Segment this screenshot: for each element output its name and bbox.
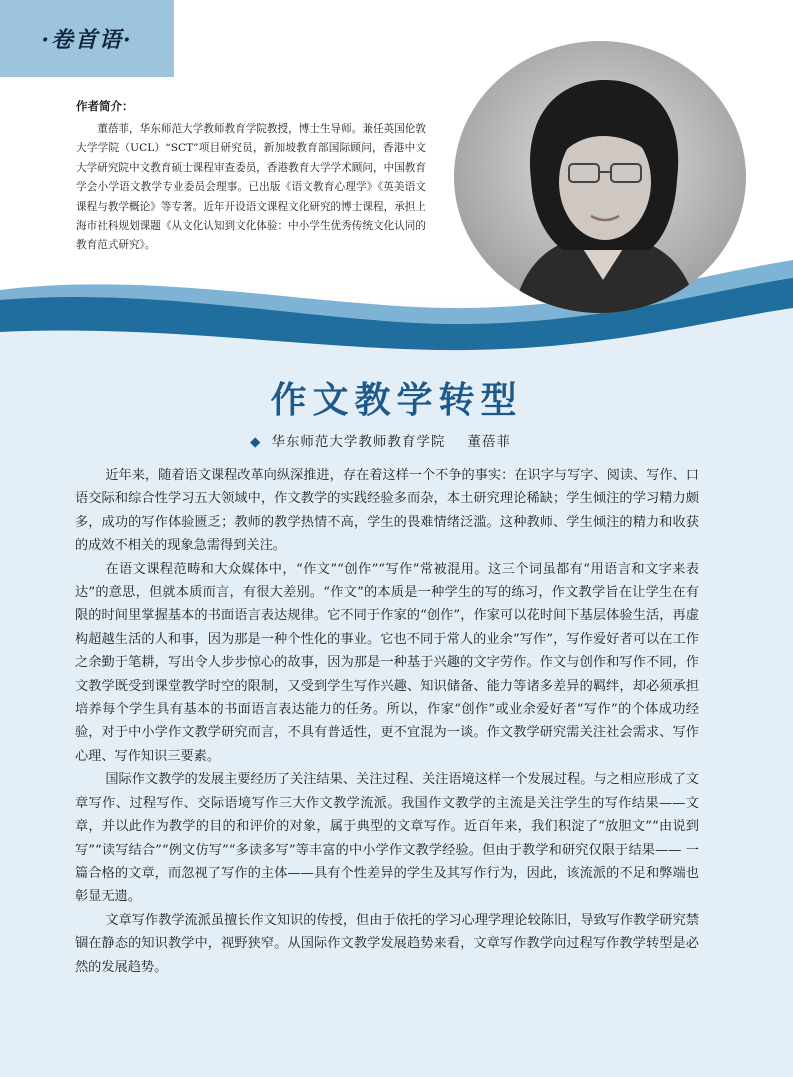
diamond-bullet-icon: ◆ <box>250 434 262 450</box>
byline <box>250 430 511 450</box>
article-body <box>75 464 699 979</box>
author-intro-heading: 作者简介： <box>76 99 134 113</box>
article-paragraph: 在语文课程范畴和大众媒体中，“作文”“创作”“写作”常被混用。这三个词虽都有“用语言和文字来表达”的意思，但就本质而言，有很大差别。“作文”的本质是一种学生的写的练习，作文教学旨在让学生在有限的时间里掌握基本的书面语言表达规律。它不同于作家的“创作”，作家可以花时间下基层体验生活，再虚构超越生活的人和事，因为那是一种个性化的事业。它也不同于常人的业余“写作”，写作爱好者可以在工作之余勤于笔耕，写出令人步步惊心的故事，因为那是一种基于兴趣的文字劳作。作文与创作和写作不同，作文教学既受到课堂教学时空的限制，又受到学生写作兴趣、知识储备、能力等诸多差异的羁绊，却必须承担培养每个学生具有基本的书面语言表达能力的任务。所以，作家“创作”或业余爱好者“写作”的个体成功经验，对于中小学作文教学研究而言，不具有普适性，更不宜混为一谈。作文教学研究需关注社会需求、写作心理、写作知识三要素。 <box>75 561 699 764</box>
author-affiliation: 华东师范大学教师教育学院 <box>271 434 446 450</box>
column-tag: ·卷首语· <box>0 0 174 77</box>
article-title: 作文教学转型 <box>270 379 523 421</box>
article-paragraph: 近年来，随着语文课程改革向纵深推进，存在着这样一个不争的事实：在识字与写字、阅读、写作、口语交际和综合性学习五大领域中，作文教学的实践经验多而杂，本土研究理论稀缺；学生倾注的学习精力颇多，成功的写作体验匮乏；教师的教学热情不高，学生的畏难情绪泛滥。这种教师、学生倾注的精力和收获的成效不相关的现象急需得到关注。 <box>75 468 699 554</box>
author-intro-body: 董蓓菲，华东师范大学教师教育学院教授，博士生导师。兼任英国伦敦大学学院（UCL）“SCT”项目研究员，新加坡教育部国际顾问，香港中文大学研究院中文教育硕士课程审查委员，香港教育大学学术顾问，中国教育学会小学语文教学专业委员会理事。已出版《语文教育心理学》《英美语文课程与教学概论》等专著。近年开设语文课程文化研究的博士课程，承担上海市社科规划课题《从文化认知到文化体验：中小学生优秀传统文化认同的教育范式研究》。 <box>76 123 426 252</box>
author-name: 董蓓菲 <box>467 434 511 450</box>
article-paragraph: 国际作文教学的发展主要经历了关注结果、关注过程、关注语境这样一个发展过程。与之相应形成了文章写作、过程写作、交际语境写作三大作文教学流派。我国作文教学的主流是关注学生的写作结果——文章，并以此作为教学的目的和评价的对象，属于典型的文章写作。近百年来，我们积淀了“放胆文”“由说到写”“读写结合”“例文仿写”“多读多写”等丰富的中小学作文教学经验。但由于教学和研究仅限于结果—— 一篇合格的文章，而忽视了写作的主体——具有个性差异的学生及其写作行为，因此，该流派的不足和弊端也彰显无遗。 <box>75 772 699 905</box>
article-paragraph: 文章写作教学流派虽擅长作文知识的传授，但由于依托的学习心理学理论较陈旧，导致写作教学研究禁锢在静态的知识教学中，视野狭窄。从国际作文教学发展趋势来看，文章写作教学向过程写作教学转型是必然的发展趋势。 <box>75 912 699 975</box>
author-portrait <box>453 40 748 315</box>
